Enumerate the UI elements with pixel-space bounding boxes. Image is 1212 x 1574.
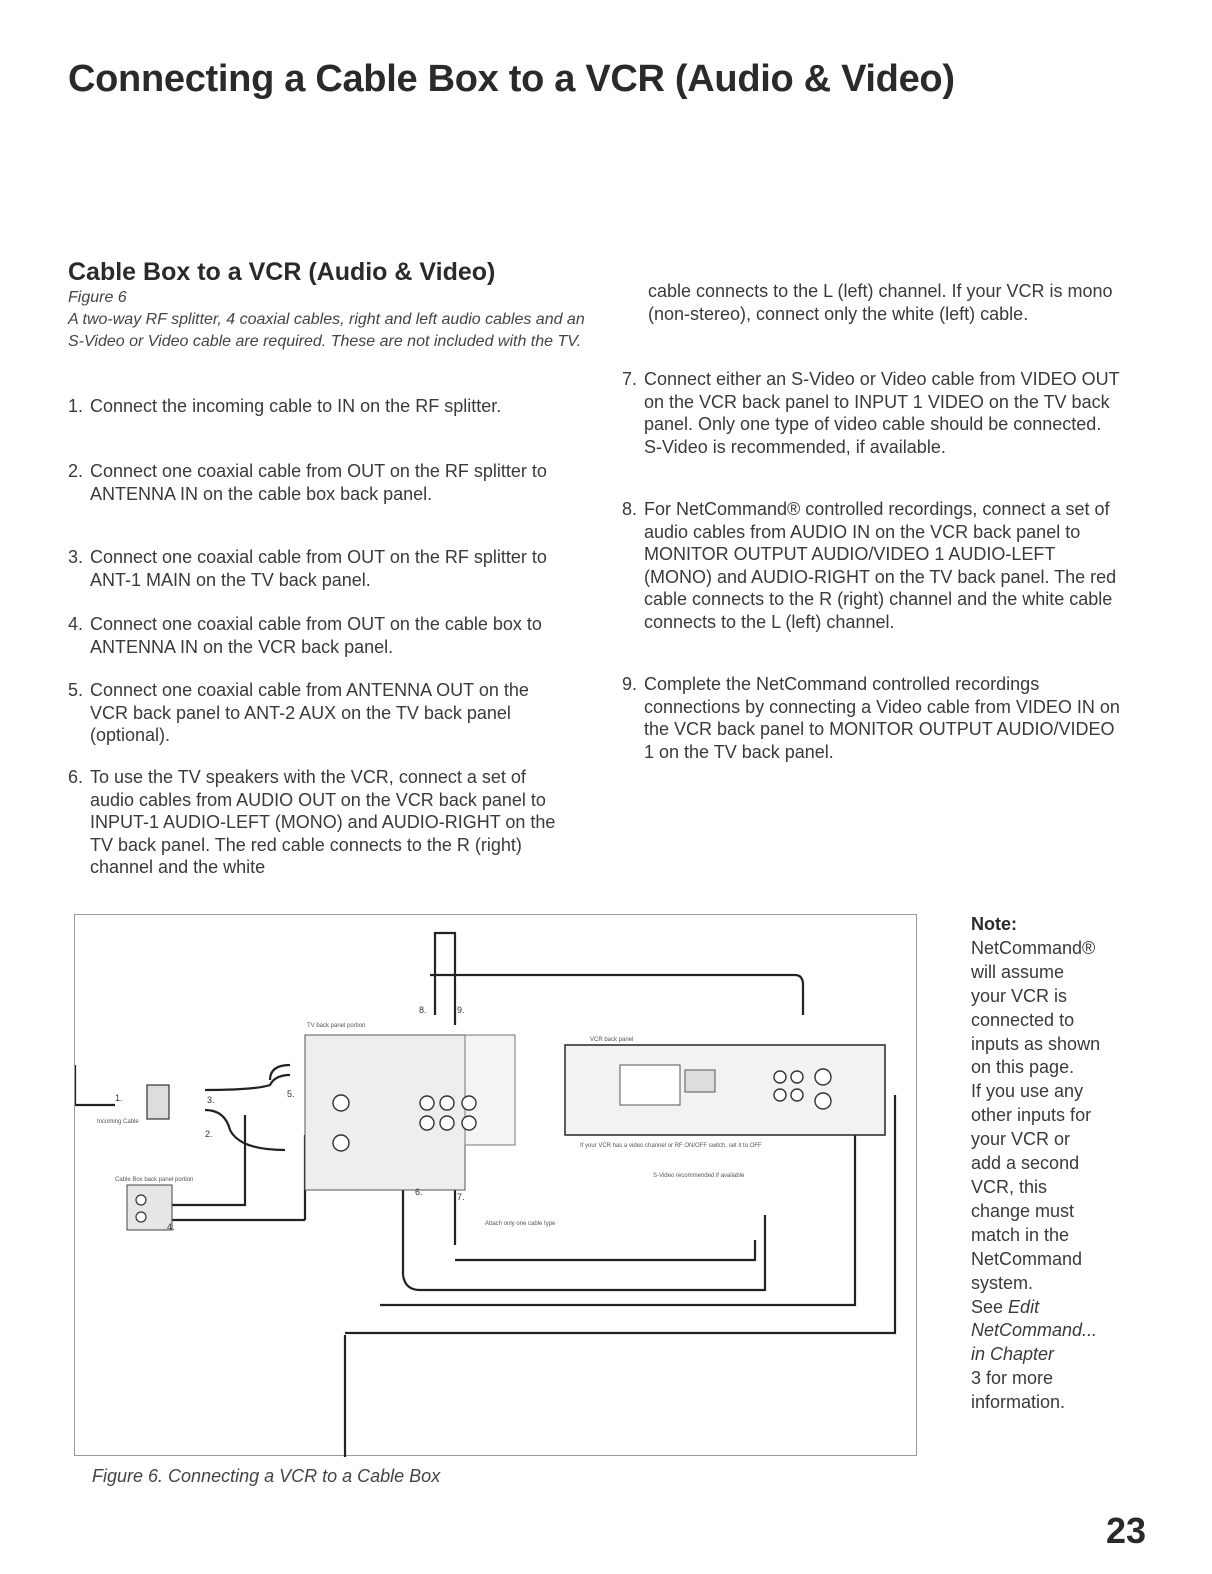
note-line: your VCR or: [971, 1129, 1071, 1150]
vcr-jack: [815, 1093, 831, 1109]
cable-line: [403, 1215, 765, 1290]
step-text: Connect the incoming cable to IN on the RF splitter.: [90, 396, 502, 416]
note-ref: NetCommand...: [971, 1320, 1098, 1341]
step-7: [622, 368, 1122, 458]
tv-jack: [420, 1096, 434, 1110]
page-number: 23: [1106, 1510, 1147, 1551]
rf-splitter: [147, 1085, 169, 1119]
step-6: [68, 766, 568, 879]
tv-back-panel: [305, 1035, 465, 1190]
note-line: VCR, this: [971, 1176, 1048, 1197]
cable-line: [75, 1065, 115, 1105]
note-line: match in the: [971, 1224, 1070, 1245]
marker-5: 5.: [287, 1089, 295, 1099]
tv-jack: [462, 1096, 476, 1110]
note-ref-line: [971, 1319, 1131, 1343]
figure-reference: Figure 6: [68, 289, 127, 306]
note-sidebar: [971, 913, 1131, 1415]
tv-panel-label: TV back panel portion: [307, 1023, 366, 1029]
rf-switch-note: If your VCR has a video channel or RF ON/OFF switch, set it to OFF: [580, 1143, 762, 1149]
step-number: 4.: [68, 614, 84, 634]
marker-4: 4.: [167, 1222, 175, 1232]
step-text: Complete the NetCommand controlled recordings connections by connecting a Video cable from VIDEO IN on the VCR back panel to MONITOR OUTPUT AUDIO/VIDEO 1 on the TV back panel.: [644, 674, 1120, 762]
step-8: [622, 498, 1122, 633]
vcr-jack: [791, 1089, 803, 1101]
cable-line: [455, 1240, 755, 1260]
marker-2: 2.: [205, 1129, 213, 1139]
note-line: other inputs for: [971, 1105, 1092, 1126]
step-number: 3.: [68, 547, 84, 567]
cable-line: [270, 1065, 290, 1080]
connection-diagram-svg: [75, 915, 918, 1457]
vcr-jack: [815, 1069, 831, 1085]
attach-note: Attach only one cable type: [485, 1221, 556, 1227]
step-5: [68, 679, 568, 747]
note-heading: Note:: [971, 914, 1017, 934]
step-text: Connect one coaxial cable from OUT on the RF splitter to ANTENNA IN on the cable box back panel.: [90, 461, 547, 504]
step-4: [68, 613, 568, 658]
step-text: To use the TV speakers with the VCR, connect a set of audio cables from AUDIO OUT on the VCR back panel to INPUT-1 AUDIO-LEFT (MONO) and AUDIO-RIGHT on the TV back panel. The red cable connects to the R (right) channel and the white: [90, 767, 556, 877]
note-line: add a second: [971, 1153, 1080, 1174]
note-line: on this page.: [971, 1057, 1075, 1078]
cable-line: [435, 933, 455, 1025]
step-1: [68, 395, 568, 418]
tv-jack: [420, 1116, 434, 1130]
intro-text: A two-way RF splitter, 4 coaxial cables, right and left audio cables and an S-Video or Video cable are required. These are not included with the TV.: [68, 311, 585, 350]
note-ref: Edit: [1008, 1296, 1040, 1317]
cable-box-panel: [127, 1185, 172, 1230]
note-line: NetCommand®: [971, 937, 1096, 958]
tv-jack: [440, 1116, 454, 1130]
vcr-panel-label: VCR back panel: [590, 1037, 634, 1043]
step-6-continued: cable connects to the L (left) channel. If your VCR is mono (non-stereo), connect only the white (left) cable.: [648, 281, 1113, 324]
note-line: will assume: [971, 961, 1065, 982]
section-title: Cable Box to a VCR (Audio & Video): [68, 258, 496, 286]
marker-7: 7.: [457, 1192, 465, 1202]
step-text: Connect one coaxial cable from ANTENNA OUT on the VCR back panel to ANT-2 AUX on the TV back panel (optional).: [90, 680, 529, 745]
tv-jack: [462, 1116, 476, 1130]
step-number: 1.: [68, 396, 84, 416]
vcr-label-plate: [620, 1065, 680, 1105]
step-text: Connect either an S-Video or Video cable from VIDEO OUT on the VCR back panel to INPUT 1 VIDEO on the TV back panel. Only one type of video cable should be connected. S-Video is recommended, if available.: [644, 369, 1120, 457]
svideo-note: S-Video recommended if available: [653, 1173, 745, 1179]
vcr-jack: [774, 1089, 786, 1101]
vcr-body: [565, 1045, 885, 1135]
cable-box-jack: [136, 1195, 146, 1205]
page-title: Connecting a Cable Box to a VCR (Audio & Video): [68, 58, 955, 100]
note-ref: for more: [986, 1368, 1054, 1389]
cable-line: [205, 1075, 290, 1090]
marker-1: 1.: [115, 1093, 123, 1103]
figure-caption: Figure 6. Connecting a VCR to a Cable Box: [92, 1466, 441, 1486]
vcr-jack: [774, 1071, 786, 1083]
step-text: Connect one coaxial cable from OUT on the RF splitter to ANT-1 MAIN on the TV back panel.: [90, 547, 547, 590]
note-ref-line: information.: [971, 1392, 1066, 1413]
note-see: See: [971, 1296, 1004, 1317]
note-line: your VCR is: [971, 985, 1068, 1006]
step-number: 7.: [622, 369, 638, 389]
cable-line: [430, 975, 803, 1015]
step-text: Connect one coaxial cable from OUT on the cable box to ANTENNA IN on the VCR back panel.: [90, 614, 542, 657]
connection-diagram: [74, 914, 917, 1456]
note-line: change must: [971, 1200, 1075, 1221]
note-ref: 3: [971, 1368, 982, 1389]
tv-jack: [333, 1095, 349, 1111]
marker-8: 8.: [419, 1005, 427, 1015]
note-line: system.: [971, 1272, 1034, 1293]
note-line: If you use any: [971, 1081, 1084, 1102]
note-ref-line: [971, 1367, 1131, 1391]
vcr-svideo-block: [685, 1070, 715, 1092]
step-number: 6.: [68, 767, 84, 787]
vcr-jack: [791, 1071, 803, 1083]
note-line: inputs as shown: [971, 1033, 1101, 1054]
marker-3: 3.: [207, 1095, 215, 1105]
step-3: [68, 546, 568, 591]
note-ref: in Chapter: [971, 1344, 1055, 1365]
tv-jack: [333, 1135, 349, 1151]
step-number: 9.: [622, 674, 638, 694]
step-2: [68, 460, 568, 505]
note-see-line: [971, 1296, 1131, 1320]
step-9: [622, 673, 1122, 763]
marker-6: 6.: [415, 1187, 423, 1197]
step-number: 5.: [68, 680, 84, 700]
note-line: NetCommand: [971, 1248, 1083, 1269]
cable-box-jack: [136, 1212, 146, 1222]
marker-9: 9.: [457, 1005, 465, 1015]
step-number: 8.: [622, 499, 638, 519]
step-text: For NetCommand® controlled recordings, connect a set of audio cables from AUDIO IN on the VCR back panel to MONITOR OUTPUT AUDIO/VIDEO 1 AUDIO-LEFT (MONO) and AUDIO-RIGHT on the TV back panel. The red cable connects to the R (right) channel and the white cable connects to the L (left) channel.: [644, 499, 1117, 632]
note-line: connected to: [971, 1009, 1075, 1030]
note-ref-line: [971, 1343, 1131, 1367]
incoming-cable-label: Incoming Cable: [97, 1119, 139, 1125]
tv-jack: [440, 1096, 454, 1110]
cable-box-label: Cable Box back panel portion: [115, 1177, 194, 1183]
step-number: 2.: [68, 461, 84, 481]
